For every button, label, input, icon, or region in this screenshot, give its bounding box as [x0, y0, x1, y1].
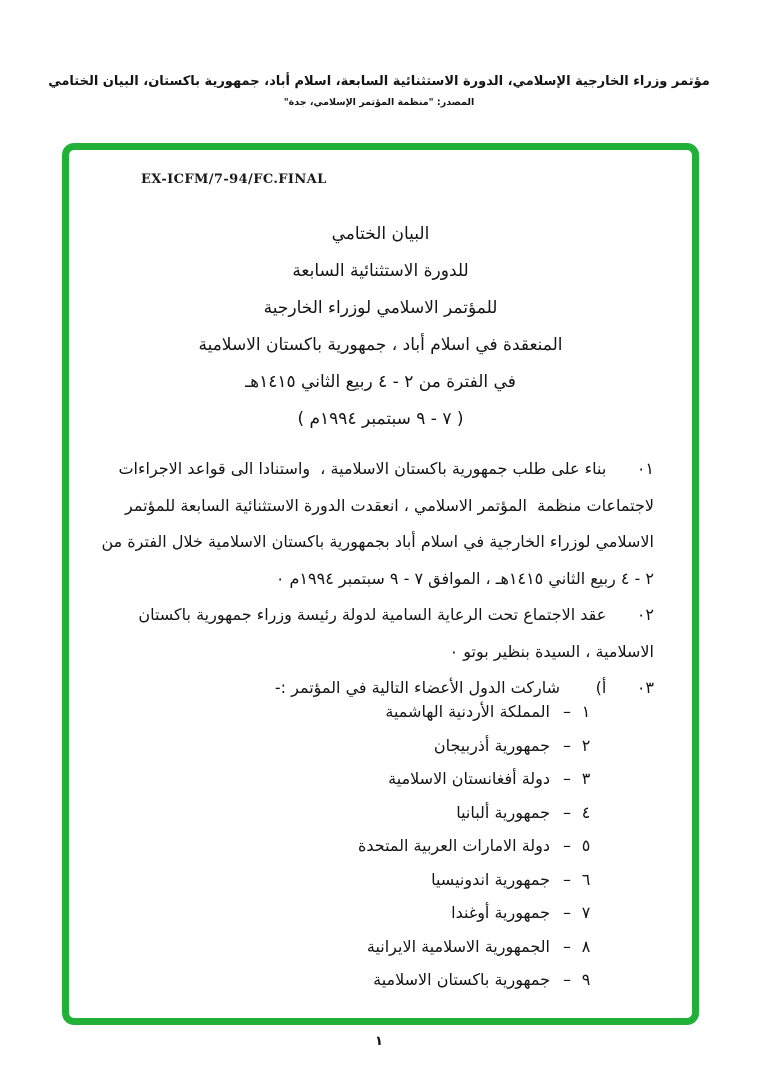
item-dash: –	[563, 735, 571, 755]
document-title-block	[69, 216, 692, 438]
item-dash: –	[563, 836, 571, 855]
list-item	[358, 863, 592, 897]
paragraph-line: الاسلامي لوزراء الخارجية في اسلام أباد بجمهورية باكستان الاسلامية خلال الفترة من	[101, 532, 654, 551]
title-line: للدورة الاستثنائية السابعة	[292, 261, 469, 281]
title-line: في الفترة من ٢ - ٤ ربيع الثاني ١٤١٥هـ	[245, 372, 516, 392]
page-header	[0, 74, 758, 108]
document-body	[89, 451, 654, 707]
header-title: مؤتمر وزراء الخارجية الإسلامي، الدورة الاستثنائية السابعة، اسلام أباد، جمهورية باكستان، البيان الختامي	[48, 74, 710, 89]
item-dash: –	[563, 970, 571, 989]
member-states-list	[358, 695, 592, 997]
item-name: المملكة الأردنية الهاشمية	[385, 702, 550, 721]
item-dash: –	[563, 702, 571, 721]
item-dash: –	[563, 869, 571, 889]
item-name: دولة الامارات العربية المتحدة	[357, 836, 550, 855]
paragraph-line: ٠١ بناء على طلب جمهورية باكستان الاسلامية ، واستنادا الى قواعد الاجراءات	[118, 459, 654, 478]
list-item	[358, 695, 592, 729]
item-number: ٦	[581, 869, 591, 889]
item-number: ٤	[581, 802, 591, 822]
title-line: المنعقدة في اسلام أباد ، جمهورية باكستان الاسلامية	[198, 335, 563, 355]
paragraph-line: ٠٣ أ) شاركت الدول الأعضاء التالية في المؤتمر :-	[274, 678, 654, 697]
list-item	[358, 796, 592, 830]
item-number: ٣	[581, 769, 591, 788]
item-dash: –	[563, 936, 571, 956]
item-name: جمهورية ألبانيا	[456, 802, 550, 822]
item-name: جمهورية أذربيجان	[433, 735, 550, 755]
page-number: ١	[375, 1034, 383, 1049]
header-source: المصدر: "منظمة المؤتمر الإسلامي، جدة"	[283, 97, 475, 108]
title-line: للمؤتمر الاسلامي لوزراء الخارجية	[263, 298, 498, 318]
item-number: ٩	[581, 970, 591, 989]
item-name: دولة أفغانستان الاسلامية	[388, 769, 550, 788]
item-dash: –	[563, 802, 571, 822]
item-name: جمهورية اندونيسيا	[431, 869, 550, 889]
item-dash: –	[563, 903, 571, 922]
item-name: جمهورية باكستان الاسلامية	[373, 970, 550, 989]
paragraph-line: ٠٢ عقد الاجتماع تحت الرعاية السامية لدولة رئيسة وزراء جمهورية باكستان	[138, 605, 654, 624]
item-dash: –	[563, 769, 571, 788]
item-number: ١	[581, 702, 591, 721]
document-reference-code: EX-ICFM/7-94/FC.FINAL	[141, 172, 327, 187]
paragraph-line: لاجتماعات منظمة المؤتمر الاسلامي ، انعقدت الدورة الاستثنائية السابعة للمؤتمر	[125, 495, 654, 515]
item-number: ٨	[581, 936, 591, 956]
list-item	[358, 729, 592, 763]
list-item	[358, 963, 592, 997]
title-line: البيان الختامي	[331, 224, 430, 244]
list-item	[358, 896, 592, 930]
paragraph-line: ٢ - ٤ ربيع الثاني ١٤١٥هـ ، الموافق ٧ - ٩ سبتمبر ١٩٩٤م ٠	[275, 568, 654, 588]
item-number: ٢	[581, 735, 591, 755]
paragraph-line: الاسلامية ، السيدة بنظير بوتو ٠	[449, 641, 654, 661]
list-item	[358, 762, 592, 796]
list-item	[358, 829, 592, 863]
item-number: ٧	[581, 903, 591, 922]
item-number: ٥	[581, 836, 591, 855]
title-line: ( ٧ - ٩ سبتمبر ١٩٩٤م )	[297, 409, 464, 429]
item-name: جمهورية أوغندا	[451, 903, 550, 922]
item-name: الجمهورية الاسلامية الايرانية	[366, 936, 550, 956]
document-frame	[62, 143, 699, 1025]
list-item	[358, 930, 592, 964]
